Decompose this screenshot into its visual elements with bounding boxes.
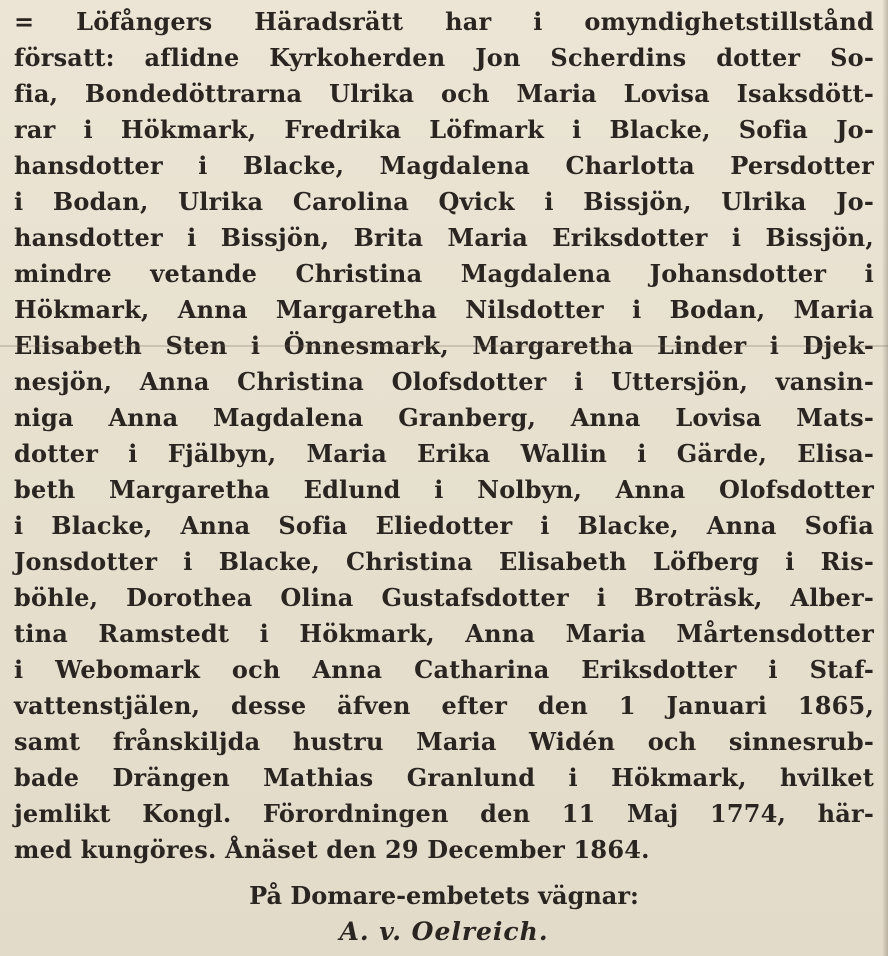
article-line-16: Jonsdotter i Blacke, Christina Elisabeth Löfberg i Ris-: [14, 547, 874, 576]
article-line-23: jemlikt Kongl. Förordningen den 11 Maj 1774, här-: [14, 799, 874, 828]
article-line-12: niga Anna Magdalena Granberg, Anna Lovisa Mats-: [14, 403, 874, 432]
article-line-10: Elisabeth Sten i Önnesmark, Margaretha Linder i Djek-: [14, 331, 874, 360]
article-line-13: dotter i Fjälbyn, Maria Erika Wallin i Gärde, Elisa-: [14, 439, 874, 468]
article-line-5: hansdotter i Blacke, Magdalena Charlotta Persdotter: [14, 151, 874, 180]
article-line-19: i Webomark och Anna Catharina Eriksdotter i Staf-: [14, 655, 874, 684]
article-line-6: i Bodan, Ulrika Carolina Qvick i Bissjön, Ulrika Jo-: [14, 187, 874, 216]
article-line-15: i Blacke, Anna Sofia Eliedotter i Blacke, Anna Sofia: [14, 511, 874, 540]
article-line-17: böhle, Dorothea Olina Gustafsdotter i Broträsk, Alber-: [14, 583, 874, 612]
article-line-24: med kungöres. Ånäset den 29 December 1864.: [14, 835, 650, 864]
article-line-21: samt frånskiljda hustru Maria Widén och sinnesrub-: [14, 727, 874, 756]
article-line-8: mindre vetande Christina Magdalena Johansdotter i: [14, 259, 874, 288]
signature: A. v. Oelreich.: [339, 917, 549, 946]
article-line-3: fia, Bondedöttrarna Ulrika och Maria Lovisa Isaksdött-: [14, 79, 874, 108]
article-line-14: beth Margaretha Edlund i Nolbyn, Anna Olofsdotter: [14, 475, 874, 504]
signoff-line: På Domare-embetets vägnar:: [249, 881, 639, 910]
article-line-2: försatt: aflidne Kyrkoherden Jon Scherdins dotter So-: [14, 43, 874, 72]
paper-fold-line: [0, 345, 888, 347]
article-line-20: vattenstjälen, desse äfven efter den 1 Januari 1865,: [14, 691, 874, 720]
article-line-11: nesjön, Anna Christina Olofsdotter i Uttersjön, vansin-: [14, 367, 874, 396]
article-line-18: tina Ramstedt i Hökmark, Anna Maria Mårtensdotter: [14, 619, 874, 648]
article-line-4: rar i Hökmark, Fredrika Löfmark i Blacke, Sofia Jo-: [14, 115, 874, 144]
page-edge-shadow: [882, 0, 888, 956]
article-line-22: bade Drängen Mathias Granlund i Hökmark, hvilket: [14, 763, 874, 792]
article-line-7: hansdotter i Bissjön, Brita Maria Eriksdotter i Bissjön,: [14, 223, 874, 252]
article-line-9: Hökmark, Anna Margaretha Nilsdotter i Bodan, Maria: [14, 295, 874, 324]
article-line-1: = Löfångers Häradsrätt har i omyndighetstillstånd: [14, 7, 874, 36]
